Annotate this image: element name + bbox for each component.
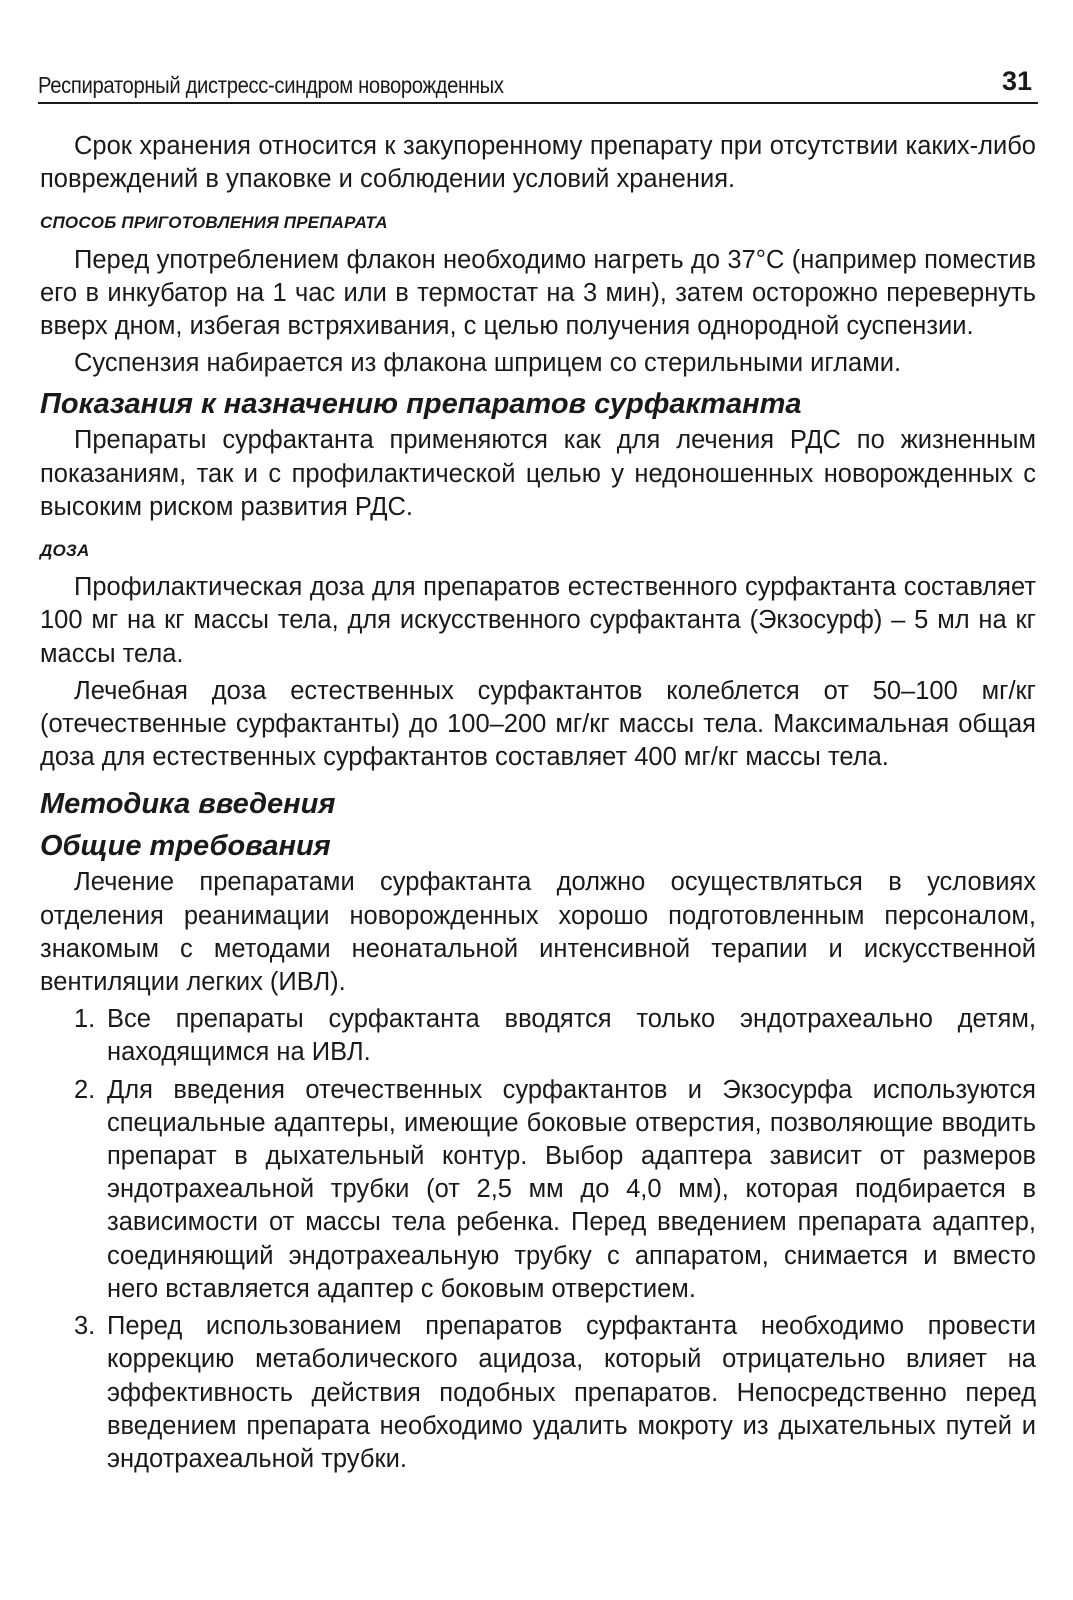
list-item-number: 3. xyxy=(74,1312,96,1341)
page-number: 31 xyxy=(1001,66,1032,96)
paragraph-suspension: Суспензия набирается из флакона шприцем со стерильными иглами. xyxy=(74,349,902,378)
paragraph-storage: Срок хранения относится к закупоренному препарату при отсутствии каких-либо повреждений в упаковке и соблюдении условий хранения. xyxy=(40,132,1036,194)
subheading-preparation: СПОСОБ ПРИГОТОВЛЕНИЯ ПРЕПАРАТА xyxy=(40,213,388,233)
list-item-text: Все препараты сурфактанта вводятся только эндотрахеально детям, находящимся на ИВЛ. xyxy=(107,1005,1036,1067)
subheading-dose: ДОЗА xyxy=(40,541,90,561)
list-item xyxy=(40,1310,1036,1476)
paragraph-general: Лечение препаратами сурфактанта должно осуществляться в условиях отделения реанимации новорожденных хорошо подготовленным персоналом, знакомым с методами неонатальной интенсивной терапии и искусственной вентиляции легких (ИВЛ). xyxy=(40,868,1036,997)
paragraph-treatment-dose: Лечебная доза естественных сурфактантов колеблется от 50–100 мг/кг (отечественные сурфактанты) до 100–200 мг/кг массы тела. Максимальная общая доза для естественных сурфактантов составляет 400 мг/кг массы тела. xyxy=(40,676,1036,772)
heading-method: Методика введения xyxy=(40,788,336,821)
list-item-text: Перед использованием препаратов сурфактанта необходимо провести коррекцию метаболического ацидоза, который отрицательно влияет на эффективность действия подобных препаратов. Непосредственно перед введением препарата необходимо удалить мокроту из дыхательных путей и эндотрахеальной трубки. xyxy=(107,1312,1036,1473)
list-item xyxy=(40,1074,1036,1306)
page-body xyxy=(40,130,1036,1480)
paragraph-prophylactic-dose: Профилактическая доза для препаратов естественного сурфактанта составляет 100 мг на кг массы тела, для искусственного сурфактанта (Экзосурф) – 5 мл на кг массы тела. xyxy=(40,573,1036,668)
page-header xyxy=(38,64,1038,104)
paragraph-indications: Препараты сурфактанта применяются как для лечения РДС по жизненным показаниям, так и с профилактической целью у недоношенных новорожденных с высоким риском развития РДС. xyxy=(40,426,1036,521)
paragraph-preparation: Перед употреблением флакон необходимо нагреть до 37°C (например поместив его в инкубатор на 1 час или в термостат на 3 мин), затем осторожно перевернуть вверх дном, избегая встряхивания, с целью получения однородной суспензии. xyxy=(40,245,1036,341)
heading-general-requirements: Общие требования xyxy=(40,830,331,863)
requirements-list xyxy=(40,1003,1036,1476)
heading-indications: Показания к назначению препаратов сурфактанта xyxy=(40,388,802,421)
list-item xyxy=(40,1003,1036,1069)
list-item-number: 1. xyxy=(74,1005,96,1034)
list-item-number: 2. xyxy=(74,1075,96,1104)
list-item-text: Для введения отечественных сурфактантов и Экзосурфа используются специальные адаптеры, имеющие боковые отверстия, позволяющие вводить препарат в дыхательный контур. Выбор адаптера зависит от размеров эндотрахеальной трубки (от 2,5 мм до 4,0 мм), которая подбирается в зависимости от массы тела ребенка. Перед введением препарата адаптер, соединяющий эндотрахеальную трубку с аппаратом, снимается и вместо него вставляется адаптер с боковым отверстием. xyxy=(107,1075,1036,1303)
running-title: Респираторный дистресс-синдром новорожденных xyxy=(38,72,504,98)
